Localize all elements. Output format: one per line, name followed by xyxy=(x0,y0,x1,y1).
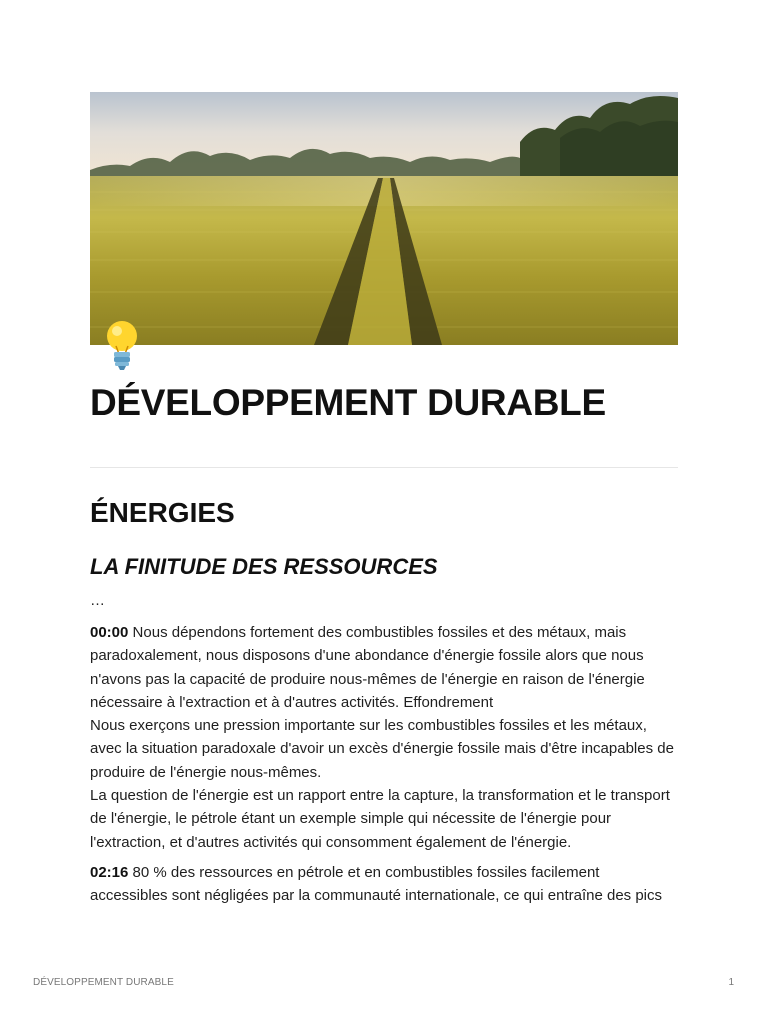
page-number: 1 xyxy=(728,977,734,988)
page-title: DÉVELOPPEMENT DURABLE xyxy=(90,382,606,423)
paragraph: 02:16 80 % des ressources en pétrole et en combustibles fossiles facilement accessibles sont négligées par la communauté internationale, ce qui entraîne des pics xyxy=(90,863,663,905)
cover-image xyxy=(90,92,678,345)
light-bulb-icon xyxy=(100,318,144,374)
heading-energies: ÉNERGIES xyxy=(90,497,235,528)
paragraph: 00:00 Nous dépendons fortement des combustibles fossiles et des métaux, mais paradoxalement, nous disposons d'une abondance d'énergie fossile alors que nous n'avons pas la capacité de produire nous-mêmes de l'énergie en raison de l'énergie nécessaire à l'extraction et à d'autres activités. Effondrement Nous exerçons une pression importante sur les combustibles fossiles et les métaux, avec la situation paradoxale d'avoir un excès d'énergie fossile mais d'être incapables de produire de l'énergie nous-mêmes. La question de l'énergie est un rapport entre la capture, la transformation et le transport de l'énergie, le pétrole étant un exemple simple qui nécessite de l'énergie pour l'extraction, et d'autres activités qui consomment également de l'énergie. xyxy=(90,624,674,851)
footer-title: DÉVELOPPEMENT DURABLE xyxy=(33,977,174,988)
timestamp: 02:16 xyxy=(90,863,129,881)
body-text xyxy=(90,621,682,915)
wheat-field-photo-icon xyxy=(90,92,678,345)
ellipsis-text: … xyxy=(90,592,105,609)
heading-finitude: LA FINITUDE DES RESSOURCES xyxy=(90,554,438,579)
timestamp: 00:00 xyxy=(90,624,129,641)
divider xyxy=(90,467,678,468)
